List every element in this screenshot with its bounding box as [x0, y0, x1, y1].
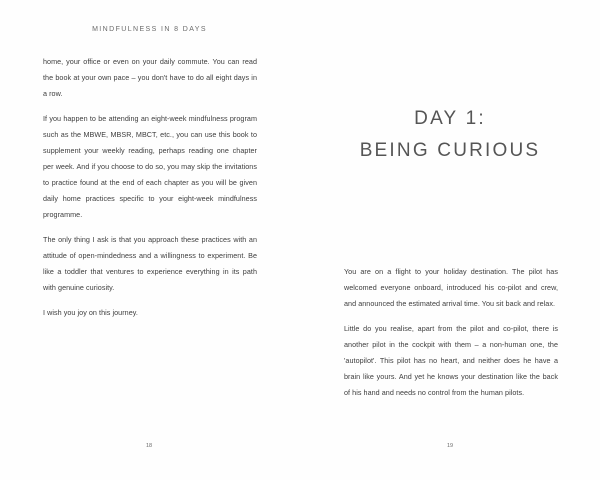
chapter-day-label: DAY 1:	[414, 108, 486, 129]
right-page	[300, 0, 600, 480]
paragraph: If you happen to be attending an eight-week mindfulness program such as the MBWE, MBSR, MBCT, etc., you can use this book to supplement your weekly reading, perhaps reading one chapter per week. And if you choose to do so, you may skip the invitations to practice found at the end of each chapter as you will be given daily home practices specific to your eight-week mindfulness programme.	[43, 114, 257, 219]
left-page-body	[43, 54, 257, 330]
running-header: MINDFULNESS IN 8 DAYS	[92, 26, 207, 33]
right-page-body	[344, 264, 558, 410]
paragraph: The only thing I ask is that you approach these practices with an attitude of open-mindedness and a willingness to experiment. Be like a toddler that ventures to experience everything in its path with genuine curiosity.	[43, 235, 257, 292]
paragraph: I wish you joy on this journey.	[43, 308, 138, 317]
chapter-title: BEING CURIOUS	[359, 140, 541, 161]
paragraph: You are on a flight to your holiday destination. The pilot has welcomed everyone onboard, introduced his co-pilot and crew, and announced the estimated arrival time. You sit back and relax.	[344, 267, 558, 308]
page-number: 18	[145, 443, 153, 449]
page-number: 19	[446, 443, 454, 449]
paragraph: home, your office or even on your daily commute. You can read the book at your own pace – you don't have to do all eight days in a row.	[43, 57, 257, 98]
paragraph: Little do you realise, apart from the pilot and co-pilot, there is another pilot in the cockpit with them – a non-human one, the 'autopilot'. This pilot has no heart, and neither does he have a brain like yours. And yet he knows your destination like the back of his hand and needs no control from the human pilots.	[344, 324, 558, 397]
